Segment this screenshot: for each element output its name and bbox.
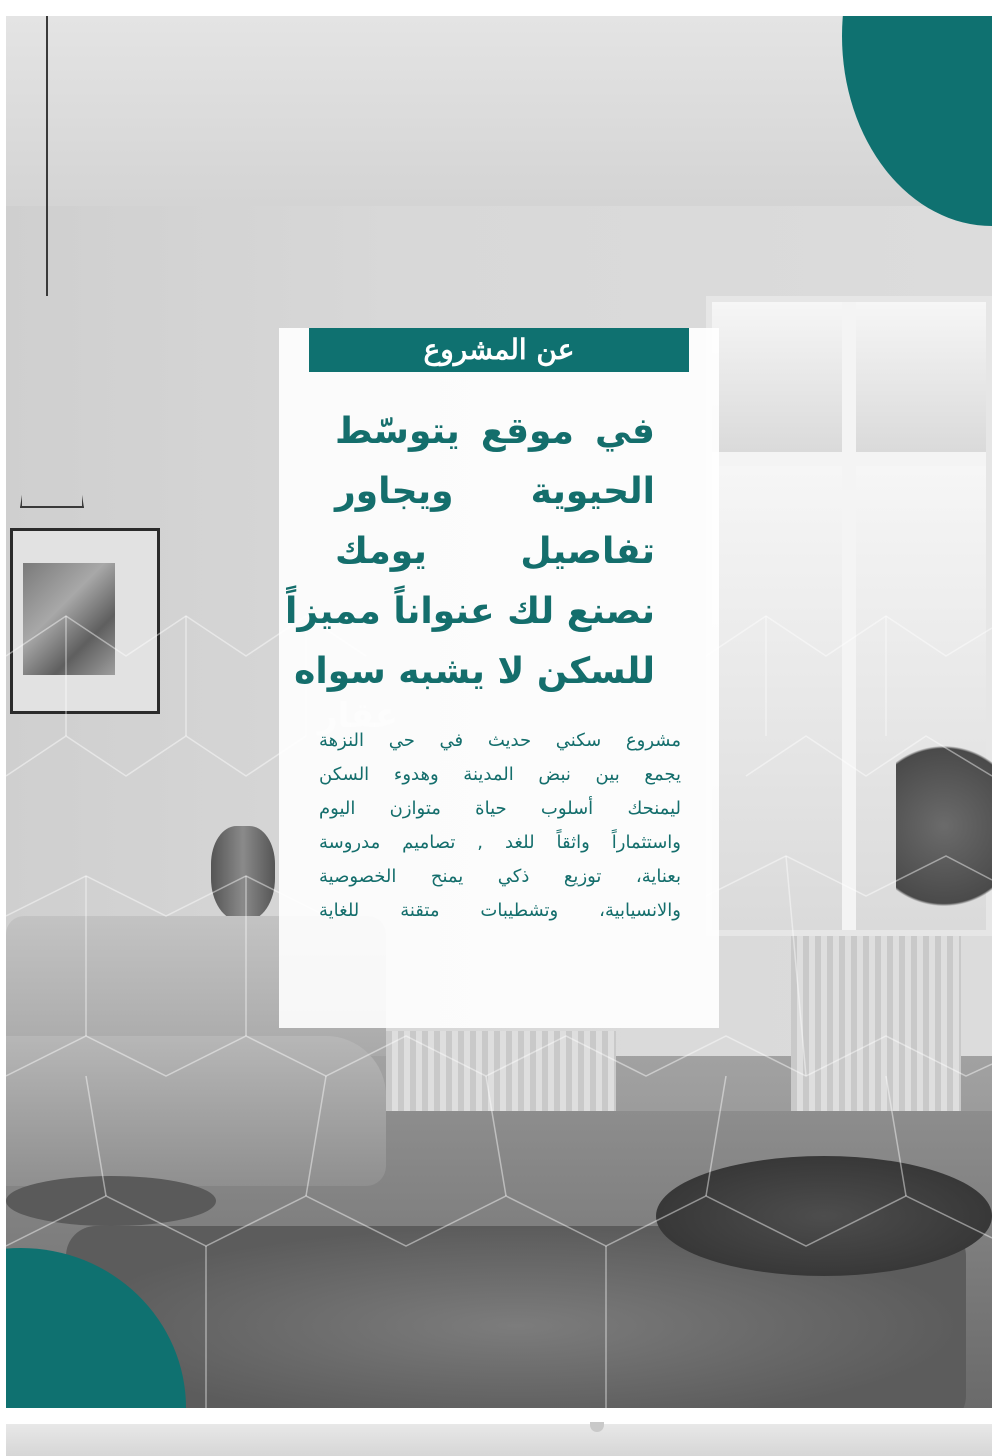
card-title: عن المشروع <box>309 328 689 372</box>
sofa-seat <box>6 1036 386 1186</box>
body-line: واستثماراً واثقاً للغد , تصاميم مدروسة <box>319 832 681 853</box>
window-pane <box>712 302 842 452</box>
about-project-card <box>279 328 719 1028</box>
headline-line: في موقع يتوسّط <box>335 411 655 452</box>
body-text <box>319 724 681 928</box>
house-plant <box>896 746 992 946</box>
body-line: والانسيابية، وتشطيبات متقنة للغاية <box>319 900 681 921</box>
pendant-lamp-wire <box>46 16 48 296</box>
wall-picture-frame <box>10 528 160 714</box>
window-mullion <box>842 302 856 930</box>
body-line: يجمع بين نبض المدينة وهدوء السكن <box>319 764 681 785</box>
body-line: مشروع سكني حديث في حي النزهة <box>319 730 681 751</box>
coffee-table <box>656 1156 992 1276</box>
headline-line: نصنع لك عنواناً مميزاً <box>284 591 655 632</box>
body-line: ليمنحك أسلوب حياة متوازن اليوم <box>319 798 681 819</box>
window-pane <box>712 466 842 930</box>
headline-line: تفاصيل يومك <box>335 531 655 572</box>
window-pane <box>856 302 986 452</box>
vase <box>211 826 275 921</box>
poster <box>6 16 992 1408</box>
next-page-preview <box>6 1424 992 1456</box>
headline-line: للسكن لا يشبه سواه <box>294 651 655 692</box>
side-table <box>6 1176 216 1226</box>
wall-artwork <box>23 563 115 675</box>
headline <box>284 402 655 702</box>
body-line: بعناية، توزيع ذكي يمنح الخصوصية <box>319 866 681 887</box>
window-transom <box>712 452 986 466</box>
radiator <box>386 1031 616 1111</box>
headline-line: الحيوية ويجاور <box>335 471 655 512</box>
radiator <box>791 936 961 1116</box>
